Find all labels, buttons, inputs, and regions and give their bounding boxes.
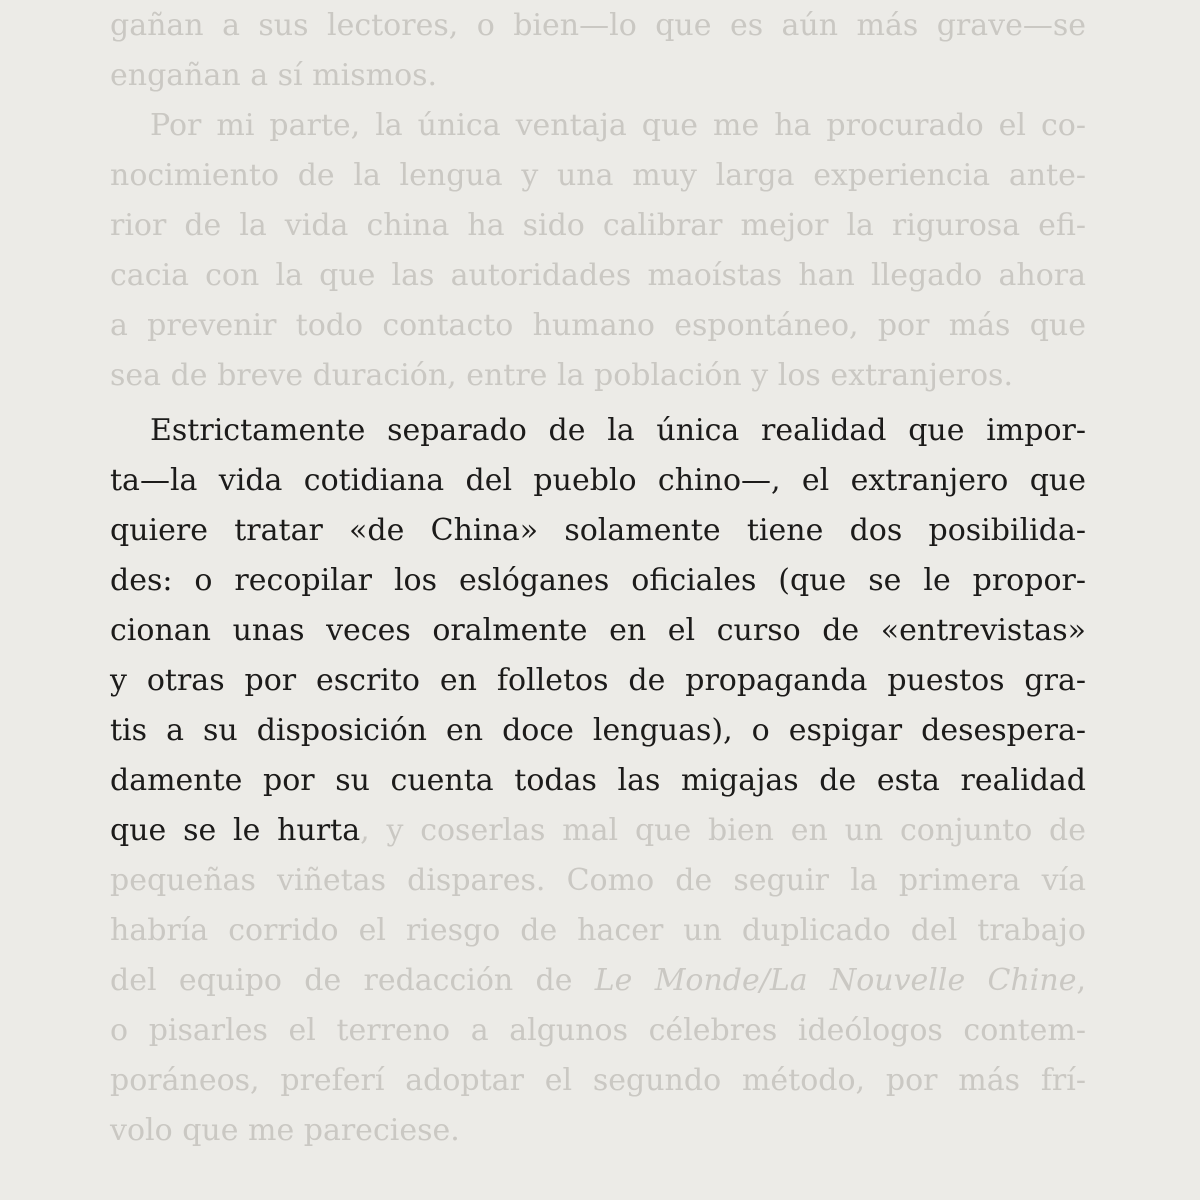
text-line: poráneos, preferí adoptar el segundo método, por más frí-: [110, 1063, 1086, 1098]
text-line: pequeñas viñetas dispares. Como de seguir la primera vía: [110, 863, 1086, 898]
highlighted-text-end: que se le hurta: [110, 813, 361, 848]
highlighted-text-line: des: o recopilar los eslóganes oficiales (que se le propor-: [110, 563, 1086, 598]
text-line-with-italic: [110, 956, 1086, 1006]
highlighted-text-line: y otras por escrito en folletos de propaganda puestos gra-: [110, 663, 1086, 698]
highlighted-text-line: cionan unas veces oralmente en el curso de «entrevistas»: [110, 613, 1086, 648]
text-line: gañan a sus lectores, o bien—lo que es aún más grave—se: [110, 8, 1086, 43]
highlighted-text-line: tis a su disposición en doce lenguas), o espigar desespera-: [110, 713, 1086, 748]
highlighted-text-line: quiere tratar «de China» solamente tiene dos posibilida-: [110, 513, 1086, 548]
text-segment: ,: [1076, 963, 1086, 998]
text-line: habría corrido el riesgo de hacer un duplicado del trabajo: [110, 913, 1086, 948]
text-line: o pisarles el terreno a algunos célebres ideólogos contem-: [110, 1013, 1086, 1048]
text-line: volo que me pareciese.: [110, 1113, 460, 1148]
text-line: cacia con la que las autoridades maoístas han llegado ahora: [110, 258, 1086, 293]
text-line: Por mi parte, la única ventaja que me ha procurado el co-: [150, 108, 1086, 143]
text-line: a prevenir todo contacto humano espontáneo, por más que: [110, 308, 1086, 343]
text-line: nocimiento de la lengua y una muy larga experiencia ante-: [110, 158, 1086, 193]
split-text-line: [110, 806, 1086, 856]
text-line: engañan a sí mismos.: [110, 58, 438, 93]
highlighted-text-line: ta—la vida cotidiana del pueblo chino—, el extranjero que: [110, 463, 1086, 498]
italic-title: Le Monde/La Nouvelle Chine: [594, 963, 1077, 998]
text-line: sea de breve duración, entre la población y los extranjeros.: [110, 358, 1013, 393]
faded-text-start: , y coserlas mal que bien en un conjunto de: [360, 813, 1087, 848]
highlighted-text-line: Estrictamente separado de la única realidad que impor-: [150, 413, 1086, 448]
text-segment: del equipo de redacción de: [110, 963, 595, 998]
text-line: rior de la vida china ha sido calibrar mejor la rigurosa efi-: [110, 208, 1086, 243]
highlighted-text-line: damente por su cuenta todas las migajas de esta realidad: [110, 763, 1086, 798]
